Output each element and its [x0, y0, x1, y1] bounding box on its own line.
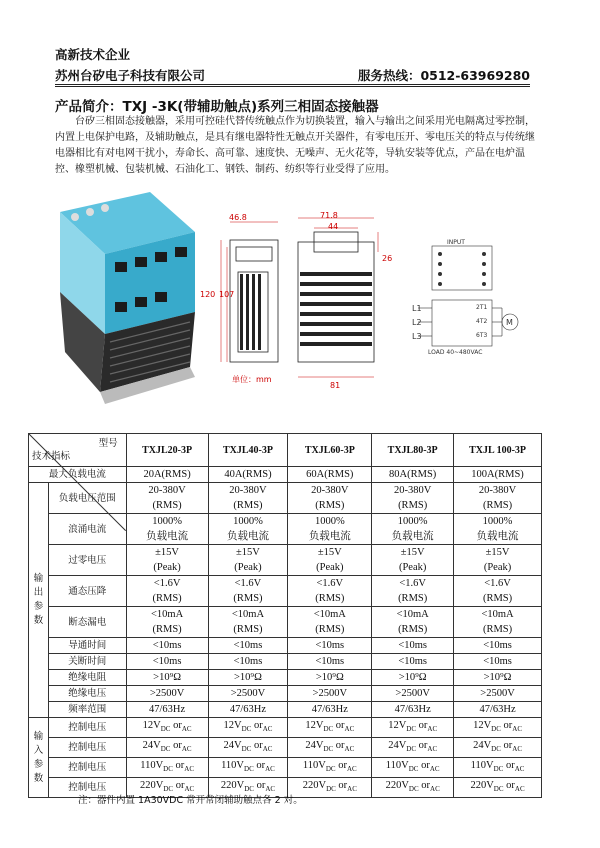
dimension-drawing: [218, 212, 388, 392]
wiring-schematic: [418, 236, 524, 356]
footnote: 注：器件内置 1A30VDC 常开常闭辅助触点各 2 对。: [78, 795, 303, 806]
model-header: TXJL20-3P: [126, 434, 208, 467]
table-cell: >10⁹Ω: [126, 670, 208, 686]
table-cell: <10mA (RMS): [454, 607, 542, 638]
table-row: [29, 545, 542, 576]
row-label: 断态漏电: [48, 607, 126, 638]
table-cell: <10ms: [288, 638, 372, 654]
schematic-load: LOAD 40~480VAC: [428, 349, 483, 356]
intro-paragraph: 台矽三相固态接触器，采用可控硅代替传统触点作为切换装置，输入与输出之间采用光电隔离过零控制，内置上电保护电路，及辅助触点，是具有继电器特性无触点开关器件，有零电压开、零电压关的特点与传统继电器相比有对电网干扰小，寿命长、高可靠、速度快、无噪声、无火花等，导轨安装等优点，产品在电炉温控、橡塑机械、包装机械、石油化工、钢铁、制药、纺织等行业受得了应用。: [55, 116, 535, 175]
table-row: [29, 670, 542, 686]
spec-table: [28, 433, 542, 798]
dim-top-height: 26: [382, 254, 393, 263]
schematic-out2: 4T2: [476, 318, 488, 325]
table-cell: <10ms: [126, 638, 208, 654]
table-row: [29, 702, 542, 718]
corner-model-label: 型号: [98, 438, 118, 449]
row-label: 通态压降: [48, 576, 126, 607]
unit-label: 单位：mm: [232, 375, 272, 384]
schematic-l3: L3: [412, 332, 422, 341]
table-row: [29, 607, 542, 638]
row-label: 过零电压: [48, 545, 126, 576]
model-header: TXJL 100-3P: [454, 434, 542, 467]
input-group-label: 输 入 参 数: [29, 718, 49, 798]
table-cell: $24V_{DC}$ $or_{AC}$: [454, 738, 542, 758]
table-cell: 20-380V (RMS): [126, 483, 208, 514]
table-cell: >10⁹Ω: [288, 670, 372, 686]
row-label: 关断时间: [48, 654, 126, 670]
table-cell: ±15V (Peak): [126, 545, 208, 576]
row-label: 控制电压: [48, 778, 126, 798]
table-cell: 20-380V (RMS): [288, 483, 372, 514]
table-cell: <10ms: [454, 638, 542, 654]
row-label: 控制电压: [48, 718, 126, 738]
table-cell: ±15V (Peak): [372, 545, 454, 576]
table-cell: <10mA (RMS): [126, 607, 208, 638]
table-cell: <1.6V (RMS): [126, 576, 208, 607]
page-title: 产品简介：TXJ -3K(带辅助触点)系列三相固态接触器: [55, 99, 379, 115]
schematic-motor: M: [506, 318, 513, 327]
table-cell: >2500V: [454, 686, 542, 702]
table-cell: 1000% 负载电流: [208, 514, 288, 545]
dim-width-total: 71.8: [320, 211, 338, 220]
table-cell: $24V_{DC}$ $or_{AC}$: [288, 738, 372, 758]
schematic-input-label: INPUT: [447, 239, 465, 246]
row-label: 导通时间: [48, 638, 126, 654]
table-cell: <10ms: [208, 654, 288, 670]
table-cell: ±15V (Peak): [454, 545, 542, 576]
table-cell: <10ms: [208, 638, 288, 654]
table-row: [29, 638, 542, 654]
table-cell: >10⁹Ω: [372, 670, 454, 686]
table-cell: $220V_{DC}$ $or_{AC}$: [288, 778, 372, 798]
table-row: [29, 654, 542, 670]
table-cell: $12V_{DC}$ $or_{AC}$: [288, 718, 372, 738]
table-row: [29, 718, 542, 738]
table-cell: $220V_{DC}$ $or_{AC}$: [372, 778, 454, 798]
row-label: 最大负载电流: [29, 467, 127, 483]
table-cell: 47/63Hz: [288, 702, 372, 718]
table-cell: 40A(RMS): [208, 467, 288, 483]
table-row: [29, 738, 542, 758]
schematic-l1: L1: [412, 304, 422, 313]
output-group-label: 输 出 参 数: [29, 483, 49, 718]
table-corner-header: [29, 434, 127, 467]
table-cell: <10mA (RMS): [208, 607, 288, 638]
table-cell: >10⁹Ω: [208, 670, 288, 686]
schematic-out1: 2T1: [476, 304, 488, 311]
dim-height-total: 120: [200, 290, 216, 299]
dim-height-body: 107: [219, 290, 235, 299]
header-rule: [55, 86, 530, 87]
table-cell: >2500V: [372, 686, 454, 702]
table-cell: $110V_{DC}$ $or_{AC}$: [288, 758, 372, 778]
row-label: 控制电压: [48, 758, 126, 778]
table-row: [29, 758, 542, 778]
table-cell: 60A(RMS): [288, 467, 372, 483]
table-cell: <1.6V (RMS): [288, 576, 372, 607]
table-cell: >10⁹Ω: [454, 670, 542, 686]
table-cell: <10ms: [372, 654, 454, 670]
dim-depth: 81: [330, 381, 341, 390]
table-cell: $12V_{DC}$ $or_{AC}$: [372, 718, 454, 738]
table-cell: <1.6V (RMS): [454, 576, 542, 607]
table-cell: 1000% 负载电流: [126, 514, 208, 545]
table-cell: $12V_{DC}$ $or_{AC}$: [126, 718, 208, 738]
table-cell: >2500V: [208, 686, 288, 702]
row-label: 控制电压: [48, 738, 126, 758]
table-cell: <10ms: [372, 638, 454, 654]
dim-width-left: 46.8: [229, 213, 247, 222]
header-rule: [55, 84, 530, 85]
table-cell: 20-380V (RMS): [454, 483, 542, 514]
service-hotline: 服务热线：0512-63969280: [357, 68, 530, 83]
table-cell: $12V_{DC}$ $or_{AC}$: [208, 718, 288, 738]
corner-spec-label: 技术指标: [32, 451, 71, 462]
table-cell: $220V_{DC}$ $or_{AC}$: [126, 778, 208, 798]
table-cell: <10ms: [288, 654, 372, 670]
dim-width-top: 44: [328, 222, 339, 231]
row-label: 绝缘电压: [48, 686, 126, 702]
company-name: 苏州台矽电子科技有限公司: [55, 68, 206, 83]
table-cell: $110V_{DC}$ $or_{AC}$: [208, 758, 288, 778]
table-cell: $220V_{DC}$ $or_{AC}$: [454, 778, 542, 798]
table-cell: $110V_{DC}$ $or_{AC}$: [454, 758, 542, 778]
table-cell: 1000% 负载电流: [372, 514, 454, 545]
table-cell: 47/63Hz: [208, 702, 288, 718]
table-cell: $110V_{DC}$ $or_{AC}$: [126, 758, 208, 778]
table-cell: >2500V: [126, 686, 208, 702]
schematic-l2: L2: [412, 318, 422, 327]
table-cell: $24V_{DC}$ $or_{AC}$: [208, 738, 288, 758]
table-cell: <1.6V (RMS): [208, 576, 288, 607]
table-cell: <1.6V (RMS): [372, 576, 454, 607]
table-row: [29, 686, 542, 702]
table-cell: 20-380V (RMS): [208, 483, 288, 514]
table-cell: $24V_{DC}$ $or_{AC}$: [126, 738, 208, 758]
table-cell: 47/63Hz: [454, 702, 542, 718]
table-cell: <10mA (RMS): [288, 607, 372, 638]
model-header: TXJL60-3P: [288, 434, 372, 467]
table-cell: <10ms: [454, 654, 542, 670]
model-header: TXJL40-3P: [208, 434, 288, 467]
row-label: 浪涌电流: [48, 514, 126, 545]
table-row: [29, 576, 542, 607]
table-cell: 20-380V (RMS): [372, 483, 454, 514]
row-label: 频率范围: [48, 702, 126, 718]
table-cell: 80A(RMS): [372, 467, 454, 483]
table-cell: $12V_{DC}$ $or_{AC}$: [454, 718, 542, 738]
table-cell: ±15V (Peak): [208, 545, 288, 576]
table-cell: 47/63Hz: [372, 702, 454, 718]
table-cell: >2500V: [288, 686, 372, 702]
table-cell: $220V_{DC}$ $or_{AC}$: [208, 778, 288, 798]
table-cell: 20A(RMS): [126, 467, 208, 483]
model-header: TXJL80-3P: [372, 434, 454, 467]
table-cell: $110V_{DC}$ $or_{AC}$: [372, 758, 454, 778]
table-cell: 1000% 负载电流: [454, 514, 542, 545]
row-label: 绝缘电阻: [48, 670, 126, 686]
table-cell: 100A(RMS): [454, 467, 542, 483]
table-cell: ±15V (Peak): [288, 545, 372, 576]
table-cell: <10ms: [126, 654, 208, 670]
row-label: 负载电压范围: [48, 483, 126, 514]
header-line1: 高新技术企业: [55, 47, 131, 62]
product-photo: [60, 192, 210, 407]
table-cell: 47/63Hz: [126, 702, 208, 718]
table-cell: 1000% 负载电流: [288, 514, 372, 545]
table-cell: <10mA (RMS): [372, 607, 454, 638]
schematic-out3: 6T3: [476, 332, 488, 339]
table-cell: $24V_{DC}$ $or_{AC}$: [372, 738, 454, 758]
